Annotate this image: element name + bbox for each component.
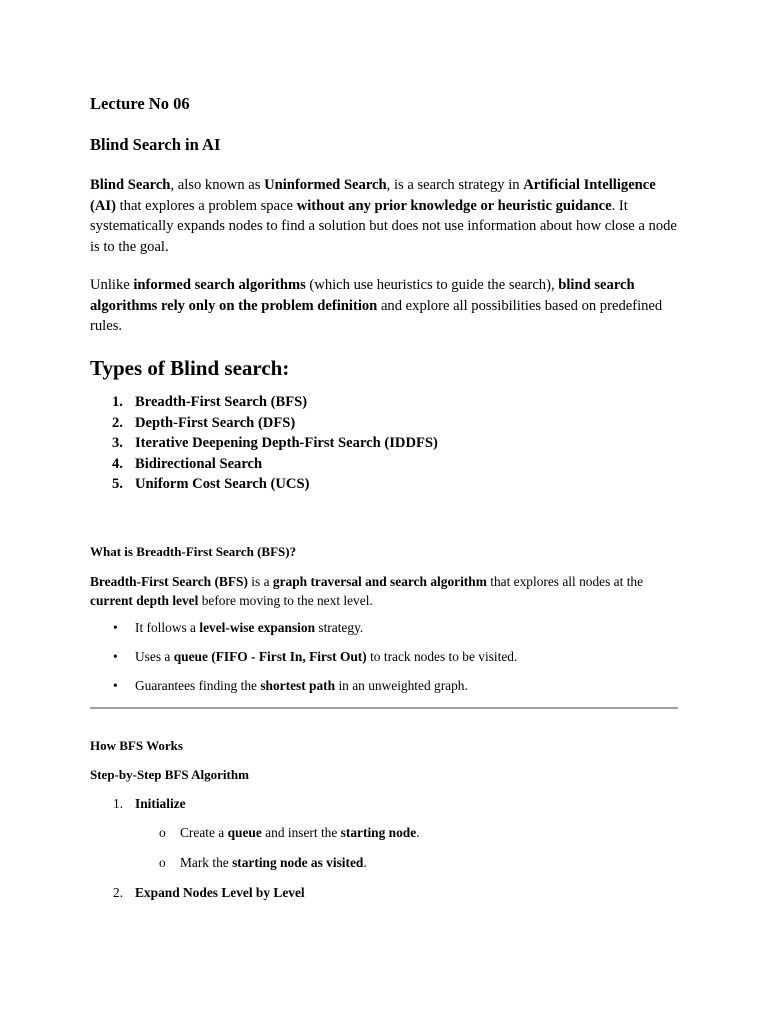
bullet-icon: • [113,678,118,693]
bullet-icon: • [113,620,118,635]
list-item: 2. Depth-First Search (DFS) [112,414,296,431]
list-item: 5. Uniform Cost Search (UCS) [112,476,310,493]
list-item: 1. Breadth-First Search (BFS) [112,394,308,410]
bullet-icon: • [113,649,118,664]
bfs-definition: Breadth-First Search (BFS) is a graph traversal and search algorithm that explores all nodes at the current depth level before moving to the next level. [90,574,644,608]
list-item: 4. Bidirectional Search [112,455,263,472]
intro-bold-term: Blind Search [90,177,171,193]
types-list [90,392,680,495]
contrast-paragraph: Unlike informed search algorithms (which use heuristics to guide the search), blind search algorithms rely only on the problem definition and explore all possibilities based on predefined rules. [90,277,663,335]
horizontal-divider [90,707,678,709]
step-by-step-heading: Step-by-Step BFS Algorithm [90,767,249,782]
how-bfs-heading: How BFS Works [90,738,183,753]
bfs-heading: What is Breadth-First Search (BFS)? [90,544,297,559]
circle-bullet-icon: o [159,825,166,840]
intro-paragraph: Blind Search, also known as Uninformed Search, is a search strategy in Artificial Intelligence (AI) that explores a problem space without any prior knowledge or heuristic guidance. It systematically expands nodes to find a solution but does not use information about how close a node is to the goal. [90,177,677,255]
types-heading: Types of Blind search: [90,356,290,380]
topic-title: Blind Search in AI [90,135,221,154]
circle-bullet-icon: o [159,855,166,870]
document-page: Lecture No 06 Blind Search in AI Blind Search, also known as Uninformed Search, is a search strategy in Artificial Intelligence (AI) that explores a problem space without any prior knowledge or heuristic guidance. It systematically expands nodes to find a solution but does not use information about how close a node is to the goal. Unlike informed search algorithms (which use heuristics to guide the search), blind search algorithms rely only on the problem definition and explore all possibilities based on predefined rules. Types of Blind search: 1. Breadth-First Search (BFS) 2. Depth-First Search (DFS) 3. Iterative Deepening Depth-First Search (IDDFS) 4. Bidirectional Search 5. Uniform Cost Search (UCS) What is Breadth-First Search (BFS)? Breadth-First Search (BFS) is a graph traversal and search algorithm that explores all nodes at the current depth level before moving to the next level. • It follows a level-wise expansion strategy. • Uses a queue (FIFO - First In, First Out) to track nodes to be visited. • Guarantees finding the shortest path in an unweighted graph. How BFS Works Step-by-Step BFS Algorithm 1. Initialize o Create a queue and insert the starting node. o Mark the starting node as visited. 2. Expand Nodes Level by Level [0,0,768,1024]
list-item: 3. Iterative Deepening Depth-First Search (IDDFS) [112,435,438,452]
lecture-title: Lecture No 06 [90,94,190,113]
